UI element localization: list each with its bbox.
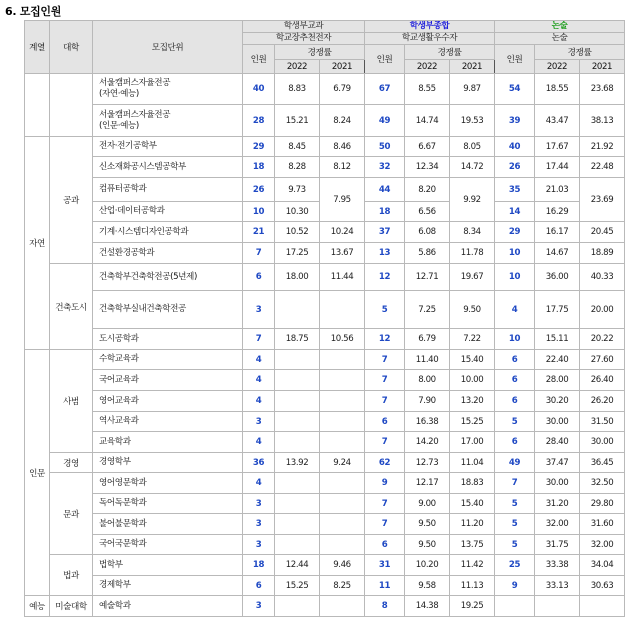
rate-2021-cell: 32.00	[580, 535, 625, 555]
rate-2022-cell: 12.44	[275, 555, 320, 576]
type-2-sub: 학교생활우수자	[365, 32, 494, 44]
rate-2021-cell: 9.92	[450, 178, 495, 222]
rate-2022-cell: 7.90	[405, 391, 450, 412]
rate-2022-cell: 18.55	[535, 74, 580, 105]
quota-cell: 49	[365, 105, 405, 137]
type-1-name: 학생부교과	[283, 21, 324, 31]
rate-2022-cell: 15.21	[275, 105, 320, 137]
header-year-2021: 2021	[580, 60, 625, 74]
table-row	[25, 137, 625, 157]
rate-2021-cell: 14.72	[450, 157, 495, 178]
rate-2021-cell: 31.60	[580, 514, 625, 535]
table-row	[25, 412, 625, 432]
rate-2022-cell: 11.40	[405, 350, 450, 370]
rate-2021-cell: 9.87	[450, 74, 495, 105]
unit-cell: 영어영문학과	[93, 473, 243, 494]
quota-cell: 29	[243, 137, 275, 157]
rate-2021-cell	[320, 412, 365, 432]
table-row	[25, 105, 625, 137]
quota-cell: 3	[243, 412, 275, 432]
table-body	[25, 74, 625, 617]
quota-cell: 5	[495, 494, 535, 514]
table-row	[25, 370, 625, 391]
unit-cell: 경제학부	[93, 576, 243, 596]
quota-cell: 39	[495, 105, 535, 137]
table-row	[25, 243, 625, 264]
quota-cell: 18	[365, 202, 405, 222]
quota-cell: 35	[495, 178, 535, 202]
rate-2022-cell	[275, 370, 320, 391]
quota-cell: 3	[243, 535, 275, 555]
quota-cell: 29	[495, 222, 535, 243]
quota-cell: 3	[243, 291, 275, 329]
rate-2022-cell: 8.45	[275, 137, 320, 157]
rate-2022-cell: 6.67	[405, 137, 450, 157]
rate-2022-cell: 17.67	[535, 137, 580, 157]
quota-cell: 7	[243, 243, 275, 264]
rate-2021-cell	[320, 391, 365, 412]
college-cell: 공과	[50, 137, 93, 264]
rate-2021-cell: 8.34	[450, 222, 495, 243]
rate-2021-cell: 26.40	[580, 370, 625, 391]
rate-2022-cell: 8.20	[405, 178, 450, 202]
table-row	[25, 178, 625, 202]
rate-2022-cell: 8.00	[405, 370, 450, 391]
rate-2022-cell: 28.00	[535, 370, 580, 391]
quota-cell: 6	[495, 391, 535, 412]
unit-cell: 독어독문학과	[93, 494, 243, 514]
rate-2022-cell: 12.17	[405, 473, 450, 494]
quota-cell: 36	[243, 453, 275, 473]
header-type-3	[495, 21, 625, 45]
unit-cell: 기계·시스템디자인공학과	[93, 222, 243, 243]
quota-cell: 5	[365, 291, 405, 329]
unit-cell: 영어교육과	[93, 391, 243, 412]
college-cell: 문과	[50, 473, 93, 555]
rate-2022-cell: 6.08	[405, 222, 450, 243]
quota-cell: 9	[365, 473, 405, 494]
rate-2022-cell: 12.34	[405, 157, 450, 178]
rate-2021-cell: 36.45	[580, 453, 625, 473]
quota-cell: 28	[243, 105, 275, 137]
quota-cell: 5	[495, 412, 535, 432]
rate-2022-cell: 9.50	[405, 535, 450, 555]
rate-2022-cell	[275, 514, 320, 535]
quota-cell: 18	[243, 157, 275, 178]
rate-2021-cell: 10.56	[320, 329, 365, 350]
rate-2021-cell	[320, 535, 365, 555]
rate-2021-cell: 8.12	[320, 157, 365, 178]
header-type-2	[365, 21, 495, 45]
rate-2022-cell: 33.38	[535, 555, 580, 576]
quota-cell: 4	[243, 370, 275, 391]
rate-2021-cell: 10.00	[450, 370, 495, 391]
rate-2022-cell: 18.00	[275, 264, 320, 291]
rate-2022-cell	[275, 432, 320, 453]
rate-2021-cell: 7.22	[450, 329, 495, 350]
rate-2021-cell: 15.40	[450, 494, 495, 514]
unit-cell: 전자·전기공학부	[93, 137, 243, 157]
college-cell: 미술대학	[50, 596, 93, 617]
quota-cell: 7	[243, 329, 275, 350]
unit-cell: 신소재화공시스템공학부	[93, 157, 243, 178]
type-1-sub: 학교장추천전자	[243, 32, 364, 44]
rate-2021-cell: 34.04	[580, 555, 625, 576]
table-row	[25, 222, 625, 243]
rate-2021-cell	[320, 370, 365, 391]
quota-cell: 4	[243, 391, 275, 412]
header-year-2022: 2022	[535, 60, 580, 74]
quota-cell: 9	[495, 576, 535, 596]
unit-cell: 서울캠퍼스자율전공 (자연·예능)	[93, 74, 243, 105]
college-cell: 사범	[50, 350, 93, 453]
header-competition: 경쟁률	[535, 45, 625, 60]
quota-cell: 3	[243, 596, 275, 617]
category-cell: 자연	[25, 137, 50, 350]
quota-cell: 12	[365, 264, 405, 291]
rate-2021-cell: 23.68	[580, 74, 625, 105]
quota-cell: 10	[495, 243, 535, 264]
rate-2022-cell: 8.28	[275, 157, 320, 178]
rate-2022-cell: 16.38	[405, 412, 450, 432]
rate-2022-cell: 10.20	[405, 555, 450, 576]
quota-cell: 44	[365, 178, 405, 202]
quota-cell: 7	[365, 391, 405, 412]
rate-2021-cell: 30.00	[580, 432, 625, 453]
unit-cell: 불어불문학과	[93, 514, 243, 535]
unit-cell: 서울캠퍼스자율전공 (인문·예능)	[93, 105, 243, 137]
rate-2021-cell: 29.80	[580, 494, 625, 514]
rate-2021-cell	[320, 350, 365, 370]
rate-2022-cell	[275, 291, 320, 329]
quota-cell: 6	[495, 370, 535, 391]
unit-cell: 건축학부실내건축학전공	[93, 291, 243, 329]
table-row	[25, 391, 625, 412]
quota-cell: 26	[243, 178, 275, 202]
quota-cell: 10	[243, 202, 275, 222]
header-type-1	[243, 21, 365, 45]
quota-cell: 10	[495, 264, 535, 291]
unit-cell: 국어국문학과	[93, 535, 243, 555]
empty-group-cell	[50, 74, 93, 137]
category-cell: 인문	[25, 350, 50, 596]
rate-2021-cell: 11.20	[450, 514, 495, 535]
category-cell: 예능	[25, 596, 50, 617]
rate-2021-cell: 8.46	[320, 137, 365, 157]
college-cell: 법과	[50, 555, 93, 596]
quota-cell: 10	[495, 329, 535, 350]
quota-cell: 5	[495, 535, 535, 555]
quota-cell: 40	[495, 137, 535, 157]
quota-cell: 12	[365, 329, 405, 350]
quota-cell: 3	[243, 514, 275, 535]
rate-2022-cell: 18.75	[275, 329, 320, 350]
rate-2022-cell: 15.11	[535, 329, 580, 350]
rate-2022-cell: 43.47	[535, 105, 580, 137]
rate-2022-cell: 7.25	[405, 291, 450, 329]
rate-2022-cell: 28.40	[535, 432, 580, 453]
rate-2022-cell: 9.50	[405, 514, 450, 535]
header-year-2022: 2022	[405, 60, 450, 74]
rate-2021-cell: 19.67	[450, 264, 495, 291]
rate-2021-cell: 9.24	[320, 453, 365, 473]
table-row	[25, 494, 625, 514]
rate-2021-cell: 8.25	[320, 576, 365, 596]
rate-2021-cell: 10.24	[320, 222, 365, 243]
rate-2022-cell: 8.83	[275, 74, 320, 105]
quota-cell: 40	[243, 74, 275, 105]
rate-2021-cell: 22.48	[580, 157, 625, 178]
header-quota: 인원	[365, 45, 405, 74]
rate-2021-cell: 17.00	[450, 432, 495, 453]
type-3-name: 논술	[551, 21, 568, 31]
quota-cell: 5	[495, 514, 535, 535]
unit-cell: 산업·데이터공학과	[93, 202, 243, 222]
rate-2022-cell: 6.79	[405, 329, 450, 350]
rate-2022-cell: 14.74	[405, 105, 450, 137]
rate-2022-cell: 32.00	[535, 514, 580, 535]
table-row	[25, 329, 625, 350]
rate-2021-cell: 32.50	[580, 473, 625, 494]
header-year-2021: 2021	[450, 60, 495, 74]
quota-cell: 7	[365, 494, 405, 514]
table-row	[25, 596, 625, 617]
rate-2021-cell: 11.44	[320, 264, 365, 291]
rate-2021-cell: 20.00	[580, 291, 625, 329]
rate-2022-cell: 21.03	[535, 178, 580, 202]
table-row	[25, 555, 625, 576]
header-year-2022: 2022	[275, 60, 320, 74]
rate-2022-cell: 9.00	[405, 494, 450, 514]
rate-2022-cell	[275, 391, 320, 412]
rate-2021-cell: 8.05	[450, 137, 495, 157]
quota-cell: 6	[243, 264, 275, 291]
quota-cell: 7	[495, 473, 535, 494]
unit-cell: 도시공학과	[93, 329, 243, 350]
quota-cell: 13	[365, 243, 405, 264]
header-category: 계열	[25, 21, 50, 74]
rate-2022-cell: 22.40	[535, 350, 580, 370]
rate-2021-cell: 26.20	[580, 391, 625, 412]
rate-2021-cell: 13.20	[450, 391, 495, 412]
unit-cell: 컴퓨터공학과	[93, 178, 243, 202]
rate-2022-cell	[535, 596, 580, 617]
type-3-sub: 논술	[495, 32, 624, 44]
empty-group-cell	[25, 74, 50, 137]
rate-2022-cell: 17.44	[535, 157, 580, 178]
rate-2021-cell: 11.04	[450, 453, 495, 473]
unit-cell: 예술학과	[93, 596, 243, 617]
quota-cell: 49	[495, 453, 535, 473]
rate-2022-cell: 9.73	[275, 178, 320, 202]
quota-cell	[495, 596, 535, 617]
type-2-name: 학생부종합	[409, 21, 450, 31]
quota-cell: 4	[495, 291, 535, 329]
quota-cell: 62	[365, 453, 405, 473]
rate-2022-cell: 6.56	[405, 202, 450, 222]
rate-2022-cell: 31.20	[535, 494, 580, 514]
header-quota: 인원	[243, 45, 275, 74]
quota-cell: 37	[365, 222, 405, 243]
admission-table	[24, 20, 625, 617]
rate-2022-cell: 17.25	[275, 243, 320, 264]
quota-cell: 54	[495, 74, 535, 105]
quota-cell: 7	[365, 370, 405, 391]
quota-cell: 6	[495, 350, 535, 370]
unit-cell: 건설환경공학과	[93, 243, 243, 264]
table-row	[25, 157, 625, 178]
quota-cell: 6	[495, 432, 535, 453]
table-row	[25, 576, 625, 596]
rate-2022-cell	[275, 596, 320, 617]
quota-cell: 3	[243, 494, 275, 514]
rate-2022-cell: 30.00	[535, 412, 580, 432]
quota-cell: 7	[365, 350, 405, 370]
header-competition: 경쟁률	[275, 45, 365, 60]
table-row	[25, 350, 625, 370]
rate-2021-cell: 30.63	[580, 576, 625, 596]
rate-2022-cell: 16.29	[535, 202, 580, 222]
rate-2021-cell: 18.83	[450, 473, 495, 494]
rate-2021-cell: 19.25	[450, 596, 495, 617]
rate-2022-cell	[275, 473, 320, 494]
quota-cell: 67	[365, 74, 405, 105]
rate-2021-cell	[320, 494, 365, 514]
header-quota: 인원	[495, 45, 535, 74]
rate-2021-cell	[580, 596, 625, 617]
quota-cell: 6	[365, 535, 405, 555]
rate-2021-cell: 11.78	[450, 243, 495, 264]
quota-cell: 4	[243, 350, 275, 370]
rate-2021-cell: 38.13	[580, 105, 625, 137]
table-row	[25, 514, 625, 535]
table-row	[25, 291, 625, 329]
rate-2021-cell: 9.46	[320, 555, 365, 576]
quota-cell: 4	[243, 473, 275, 494]
header-competition: 경쟁률	[405, 45, 495, 60]
rate-2022-cell: 14.20	[405, 432, 450, 453]
table-row	[25, 535, 625, 555]
rate-2021-cell: 15.40	[450, 350, 495, 370]
quota-cell: 4	[243, 432, 275, 453]
rate-2021-cell: 15.25	[450, 412, 495, 432]
rate-2022-cell: 15.25	[275, 576, 320, 596]
quota-cell: 6	[365, 412, 405, 432]
unit-cell: 경영학부	[93, 453, 243, 473]
rate-2021-cell: 40.33	[580, 264, 625, 291]
rate-2021-cell	[320, 473, 365, 494]
rate-2021-cell: 20.22	[580, 329, 625, 350]
rate-2021-cell: 31.50	[580, 412, 625, 432]
quota-cell: 31	[365, 555, 405, 576]
rate-2021-cell: 11.13	[450, 576, 495, 596]
unit-cell: 국어교육과	[93, 370, 243, 391]
rate-2021-cell: 6.79	[320, 74, 365, 105]
rate-2022-cell: 30.00	[535, 473, 580, 494]
rate-2021-cell: 20.45	[580, 222, 625, 243]
quota-cell: 26	[495, 157, 535, 178]
rate-2021-cell: 13.75	[450, 535, 495, 555]
table-row	[25, 473, 625, 494]
rate-2022-cell: 36.00	[535, 264, 580, 291]
quota-cell: 18	[243, 555, 275, 576]
section-title: 6. 모집인원	[5, 5, 62, 18]
rate-2022-cell: 16.17	[535, 222, 580, 243]
rate-2021-cell: 23.69	[580, 178, 625, 222]
rate-2022-cell: 37.47	[535, 453, 580, 473]
rate-2021-cell: 21.92	[580, 137, 625, 157]
rate-2021-cell: 13.67	[320, 243, 365, 264]
unit-cell: 역사교육과	[93, 412, 243, 432]
rate-2021-cell: 27.60	[580, 350, 625, 370]
rate-2022-cell: 14.38	[405, 596, 450, 617]
unit-cell: 교육학과	[93, 432, 243, 453]
rate-2022-cell: 12.73	[405, 453, 450, 473]
rate-2021-cell: 19.53	[450, 105, 495, 137]
header-unit: 모집단위	[93, 21, 243, 74]
table-row	[25, 432, 625, 453]
quota-cell: 50	[365, 137, 405, 157]
rate-2022-cell: 8.55	[405, 74, 450, 105]
rate-2022-cell: 9.58	[405, 576, 450, 596]
rate-2021-cell	[320, 514, 365, 535]
quota-cell: 25	[495, 555, 535, 576]
header-college: 대학	[50, 21, 93, 74]
rate-2021-cell	[320, 291, 365, 329]
quota-cell: 7	[365, 514, 405, 535]
quota-cell: 8	[365, 596, 405, 617]
quota-cell: 14	[495, 202, 535, 222]
quota-cell: 6	[243, 576, 275, 596]
unit-cell: 법학부	[93, 555, 243, 576]
rate-2021-cell	[320, 596, 365, 617]
unit-cell: 수학교육과	[93, 350, 243, 370]
quota-cell: 7	[365, 432, 405, 453]
table-row	[25, 264, 625, 291]
rate-2021-cell: 18.89	[580, 243, 625, 264]
rate-2022-cell: 31.75	[535, 535, 580, 555]
quota-cell: 32	[365, 157, 405, 178]
college-cell: 경영	[50, 453, 93, 473]
college-cell: 건축도시	[50, 264, 93, 350]
rate-2022-cell	[275, 412, 320, 432]
unit-cell: 건축학부건축학전공(5년제)	[93, 264, 243, 291]
rate-2022-cell: 10.52	[275, 222, 320, 243]
rate-2022-cell	[275, 350, 320, 370]
rate-2022-cell: 10.30	[275, 202, 320, 222]
rate-2022-cell: 33.13	[535, 576, 580, 596]
quota-cell: 21	[243, 222, 275, 243]
rate-2022-cell	[275, 494, 320, 514]
rate-2022-cell: 30.20	[535, 391, 580, 412]
rate-2022-cell: 12.71	[405, 264, 450, 291]
header-year-2021: 2021	[320, 60, 365, 74]
rate-2022-cell	[275, 535, 320, 555]
table-row	[25, 74, 625, 105]
rate-2022-cell: 5.86	[405, 243, 450, 264]
rate-2021-cell	[320, 432, 365, 453]
table-row	[25, 453, 625, 473]
rate-2021-cell: 11.42	[450, 555, 495, 576]
rate-2021-cell: 7.95	[320, 178, 365, 222]
rate-2022-cell: 13.92	[275, 453, 320, 473]
rate-2022-cell: 14.67	[535, 243, 580, 264]
rate-2021-cell: 9.50	[450, 291, 495, 329]
quota-cell: 11	[365, 576, 405, 596]
rate-2021-cell: 8.24	[320, 105, 365, 137]
rate-2022-cell: 17.75	[535, 291, 580, 329]
